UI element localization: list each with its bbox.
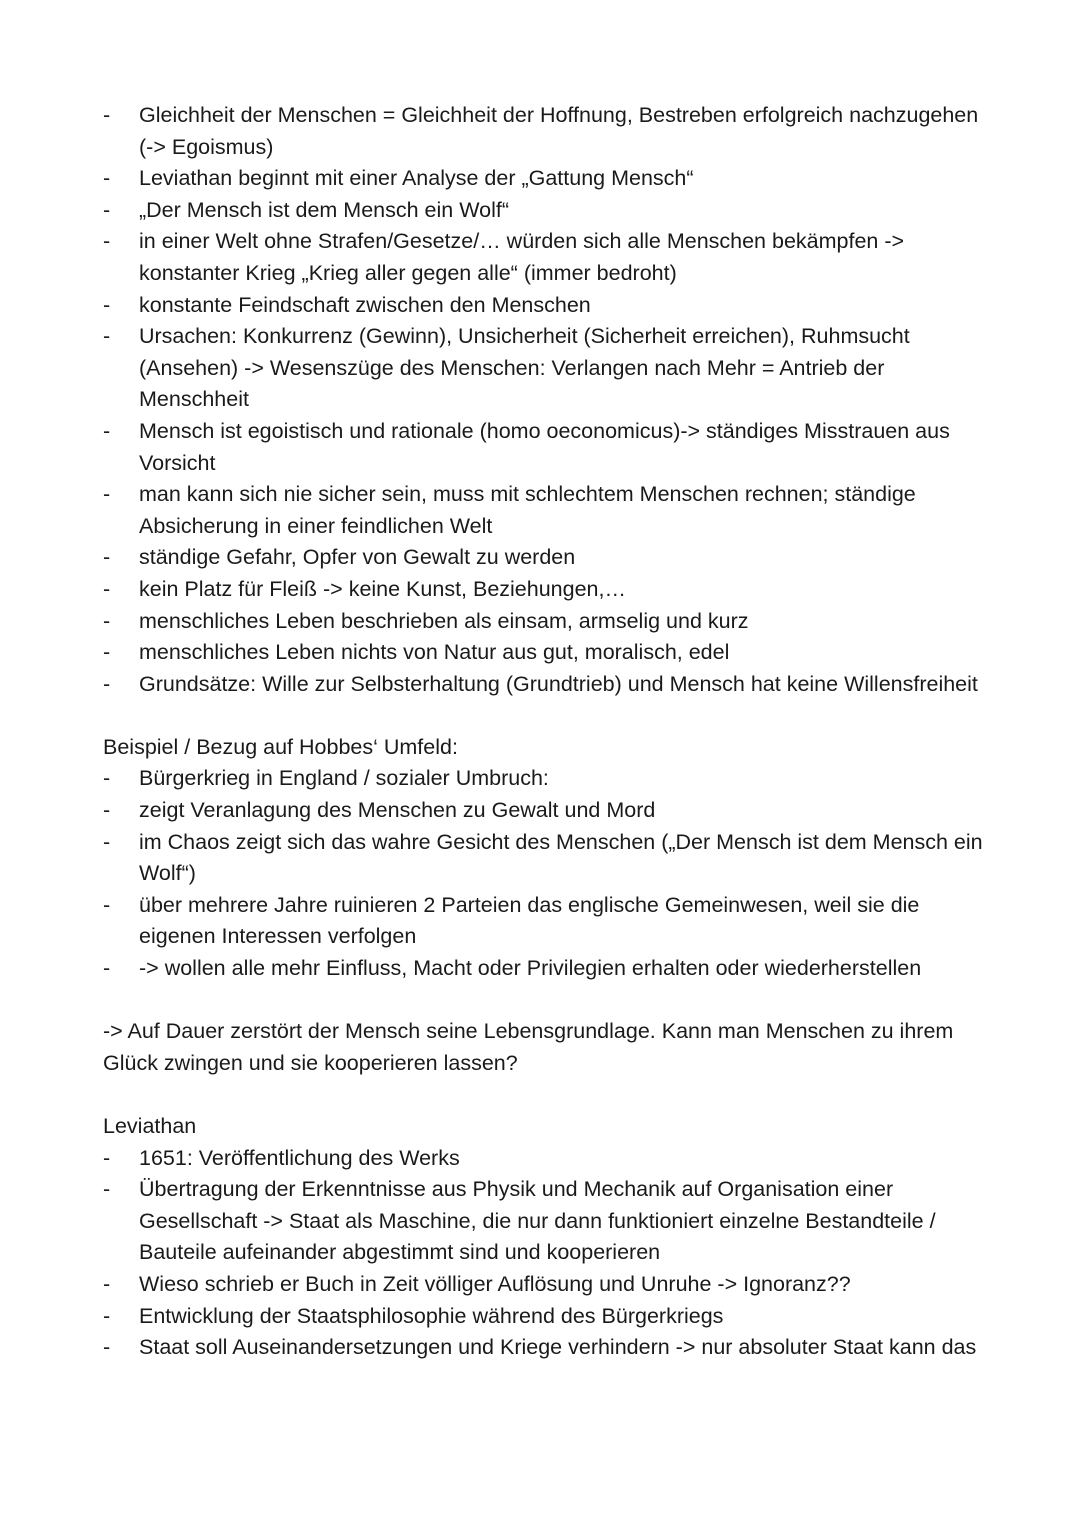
list-item-text: Leviathan beginnt mit einer Analyse der „Gattung Mensch“ (139, 166, 694, 191)
bullet-marker: - (103, 229, 111, 254)
spacer (103, 1079, 983, 1111)
document-page (103, 100, 983, 1364)
bullet-marker: - (103, 418, 111, 443)
bullet-marker: - (103, 892, 111, 917)
list-item (103, 827, 983, 890)
list-item-text: in einer Welt ohne Strafen/Gesetze/… würden sich alle Menschen bekämpfen -> konstanter Krieg „Krieg aller gegen alle“ (immer bedroht) (139, 229, 905, 285)
list-item-text: Entwicklung der Staatsphilosophie während des Bürgerkriegs (139, 1303, 724, 1328)
list-item-text: „Der Mensch ist dem Mensch ein Wolf“ (139, 197, 509, 222)
list-item (103, 100, 983, 163)
list-item (103, 226, 983, 289)
list-item (103, 542, 983, 574)
list-item-text: Mensch ist egoistisch und rationale (homo oeconomicus)-> ständiges Misstrauen aus Vorsicht (139, 418, 950, 475)
bullet-marker: - (103, 1177, 111, 1202)
list-item (103, 637, 983, 669)
section3-list (103, 1143, 983, 1364)
list-item-text: Staat soll Auseinandersetzungen und Kriege verhindern -> nur absoluter Staat kann das (139, 1335, 977, 1360)
list-item (103, 1143, 983, 1175)
bullet-marker: - (103, 956, 111, 981)
list-item (103, 1332, 983, 1364)
list-item-text: Wieso schrieb er Buch in Zeit völliger Auflösung und Unruhe -> Ignoranz?? (139, 1271, 851, 1296)
section-heading: Leviathan (103, 1114, 197, 1138)
list-item (103, 669, 983, 701)
section-heading: Beispiel / Bezug auf Hobbes‘ Umfeld: (103, 734, 458, 759)
list-item (103, 163, 983, 195)
list-item-text: menschliches Leben beschrieben als einsam, armselig und kurz (139, 608, 749, 633)
bullet-marker: - (103, 545, 111, 570)
list-item-text: -> wollen alle mehr Einfluss, Macht oder Privilegien erhalten oder wiederherstellen (139, 956, 922, 981)
bullet-marker: - (103, 1145, 111, 1170)
list-item (103, 479, 983, 542)
list-item-text: kein Platz für Fleiß -> keine Kunst, Beziehungen,… (139, 576, 626, 601)
bullet-marker: - (103, 1303, 111, 1328)
bullet-marker: - (103, 324, 111, 349)
list-item-text: Bürgerkrieg in England / sozialer Umbruch: (139, 766, 549, 791)
list-item (103, 763, 983, 795)
list-item (103, 1174, 983, 1269)
list-item (103, 416, 983, 479)
conclusion-paragraph: -> Auf Dauer zerstört der Mensch seine Lebensgrundlage. Kann man Menschen zu ihrem Glück zwingen und sie kooperieren lassen? (103, 1019, 954, 1075)
list-item (103, 890, 983, 953)
bullet-marker: - (103, 1335, 111, 1360)
list-item-text: Übertragung der Erkenntnisse aus Physik und Mechanik auf Organisation einer Gesellschaft -> Staat als Maschine, die nur dann funktioniert einzelne Bestandteile / Bauteile aufeinander abgestimmt sind und kooperieren (139, 1177, 936, 1265)
bullet-marker: - (103, 640, 111, 665)
spacer (103, 985, 983, 1017)
bullet-marker: - (103, 1271, 111, 1296)
list-item (103, 953, 983, 985)
list-item-text: man kann sich nie sicher sein, muss mit schlechtem Menschen rechnen; ständige Absicherung in einer feindlichen Welt (139, 482, 916, 538)
bullet-marker: - (103, 197, 111, 222)
list-item (103, 795, 983, 827)
bullet-marker: - (103, 608, 111, 633)
list-item (103, 574, 983, 606)
list-item-text: zeigt Veranlagung des Menschen zu Gewalt und Mord (139, 798, 656, 823)
list-item (103, 1301, 983, 1333)
list-item-text: über mehrere Jahre ruinieren 2 Parteien das englische Gemeinwesen, weil sie die eigenen Interessen verfolgen (139, 892, 920, 949)
bullet-marker: - (103, 292, 111, 317)
section2-list (103, 763, 983, 984)
section1-list (103, 100, 983, 700)
list-item-text: Grundsätze: Wille zur Selbsterhaltung (Grundtrieb) und Mensch hat keine Willensfreiheit (139, 671, 978, 696)
bullet-marker: - (103, 829, 111, 854)
list-item-text: Gleichheit der Menschen = Gleichheit der Hoffnung, Bestreben erfolgreich nachzugehen (-> Egoismus) (139, 103, 979, 159)
list-item (103, 606, 983, 638)
bullet-marker: - (103, 766, 111, 791)
bullet-marker: - (103, 482, 111, 507)
list-item (103, 290, 983, 322)
bullet-marker: - (103, 103, 111, 127)
bullet-marker: - (103, 576, 111, 601)
bullet-marker: - (103, 166, 111, 191)
list-item-text: ständige Gefahr, Opfer von Gewalt zu werden (139, 545, 576, 570)
bullet-marker: - (103, 798, 111, 823)
spacer (103, 700, 983, 732)
list-item (103, 195, 983, 227)
list-item (103, 1269, 983, 1301)
list-item (103, 321, 983, 416)
list-item-text: im Chaos zeigt sich das wahre Gesicht des Menschen („Der Mensch ist dem Mensch ein Wolf“) (139, 829, 983, 886)
list-item-text: 1651: Veröffentlichung des Werks (139, 1145, 460, 1170)
list-item-text: Ursachen: Konkurrenz (Gewinn), Unsicherheit (Sicherheit erreichen), Ruhmsucht (Ansehen) -> Wesenszüge des Menschen: Verlangen nach Mehr = Antrieb der Menschheit (139, 324, 910, 412)
bullet-marker: - (103, 671, 111, 696)
list-item-text: konstante Feindschaft zwischen den Menschen (139, 292, 591, 317)
list-item-text: menschliches Leben nichts von Natur aus gut, moralisch, edel (139, 640, 730, 665)
